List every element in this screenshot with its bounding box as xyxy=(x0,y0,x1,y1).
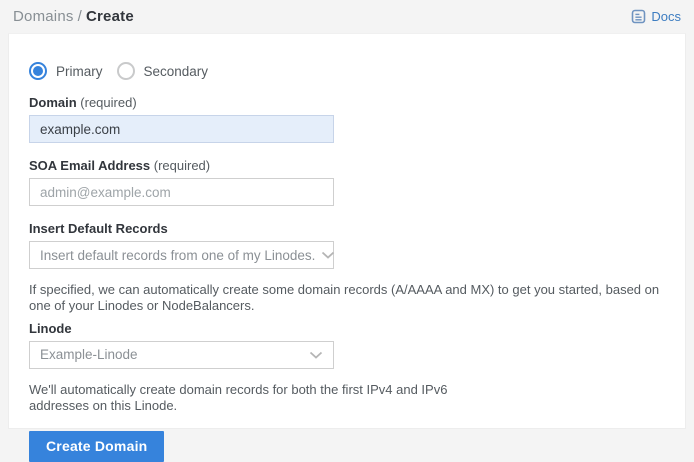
document-icon xyxy=(631,9,646,24)
domain-type-radio-group xyxy=(29,62,665,80)
default-records-help-text: If specified, we can automatically create some domain records (A/AAAA and MX) to get you started, based on one of your Linodes or NodeBalancers. xyxy=(29,282,660,314)
linode-select[interactable] xyxy=(29,341,334,369)
breadcrumb-separator: / xyxy=(77,8,82,25)
default-records-field-group xyxy=(29,221,334,269)
radio-option-secondary[interactable] xyxy=(117,62,209,80)
linode-help-text: We'll automatically create domain records for both the first IPv4 and IPv6 addresses on this Linode. xyxy=(29,381,448,413)
docs-link-label: Docs xyxy=(651,9,681,24)
chevron-down-icon xyxy=(309,346,323,364)
default-records-selected-value: Insert default records from one of my Linodes. xyxy=(40,247,316,263)
chevron-down-icon xyxy=(321,246,335,264)
radio-secondary-label: Secondary xyxy=(143,63,209,79)
default-records-select[interactable] xyxy=(29,241,334,269)
soa-email-input[interactable] xyxy=(29,178,334,206)
radio-secondary-unselected-icon[interactable] xyxy=(117,62,135,80)
top-bar xyxy=(0,0,694,33)
domain-required-note: (required) xyxy=(80,95,137,110)
linode-label: Linode xyxy=(29,320,72,336)
radio-primary-label: Primary xyxy=(56,63,103,79)
breadcrumb-domains-link[interactable]: Domains xyxy=(13,8,74,25)
domain-field-group xyxy=(29,95,334,143)
linode-selected-value: Example-Linode xyxy=(40,347,138,362)
soa-required-note: (required) xyxy=(153,158,211,173)
soa-email-field-label: SOA Email Address (required) xyxy=(29,158,211,173)
soa-email-field-group xyxy=(29,158,334,206)
domain-input[interactable] xyxy=(29,115,334,143)
linode-field-group xyxy=(29,321,334,369)
docs-link[interactable] xyxy=(631,9,681,24)
default-records-label: Insert Default Records xyxy=(29,221,168,236)
page-title: Create xyxy=(85,8,134,25)
domain-field-label: Domain (required) xyxy=(29,95,137,110)
create-domain-card xyxy=(8,33,686,454)
breadcrumb xyxy=(13,8,134,25)
create-domain-button[interactable]: Create Domain xyxy=(29,431,164,462)
radio-primary-selected-icon[interactable] xyxy=(29,62,47,80)
radio-option-primary[interactable] xyxy=(29,62,103,80)
